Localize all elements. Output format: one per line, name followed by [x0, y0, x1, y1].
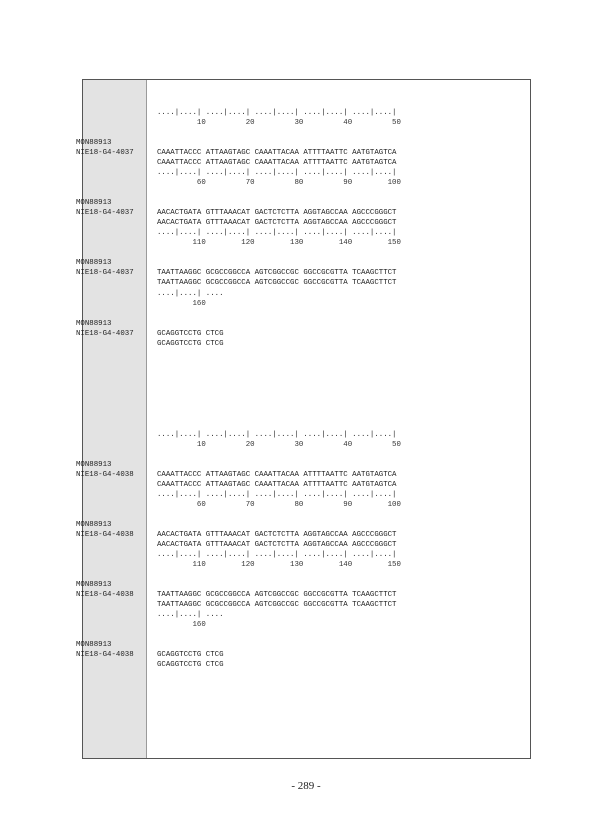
alignment-block	[0, 610, 224, 669]
sequence-data: GCAGGTCCTG CTCG	[157, 661, 224, 669]
position-numbers: 160	[157, 300, 206, 308]
sequence-data: AACACTGATA GTTTAAACAT GACTCTCTTA AGGTAGCCAA AGCCCGGGCT	[157, 219, 397, 227]
alignment-block	[0, 430, 401, 489]
position-numbers: 10 20 30 40 50	[157, 119, 401, 127]
sequence-name: MON88913	[76, 320, 112, 328]
alignment-block	[0, 228, 401, 287]
position-numbers: 10 20 30 40 50	[157, 441, 401, 449]
sequence-data: CAAATTACCC ATTAAGTAGC CAAATTACAA ATTTTAATTC AATGTAGTCA	[157, 159, 397, 167]
position-numbers: 160	[157, 621, 206, 629]
sequence-data: GCAGGTCCTG CTCG	[157, 651, 224, 659]
sequence-data: GCAGGTCCTG CTCG	[157, 340, 224, 348]
alignment-block	[0, 289, 224, 348]
sequence-data: TAATTAAGGC GCGCCGGCCA AGTCGGCCGC GGCCGCGTTA TCAAGCTTCT	[157, 591, 397, 599]
page-number: - 289 -	[291, 780, 321, 792]
sequence-data: CAAATTACCC ATTAAGTAGC CAAATTACAA ATTTTAATTC AATGTAGTCA	[157, 471, 397, 479]
sequence-name: MON88913	[76, 259, 112, 267]
sequence-data: GCAGGTCCTG CTCG	[157, 330, 224, 338]
sequence-name: MON88913	[76, 581, 112, 589]
sequence-name: NIE18-G4-4037	[76, 330, 134, 338]
sequence-data: AACACTGATA GTTTAAACAT GACTCTCTTA AGGTAGCCAA AGCCCGGGCT	[157, 541, 397, 549]
sequence-data: TAATTAAGGC GCGCCGGCCA AGTCGGCCGC GGCCGCGTTA TCAAGCTTCT	[157, 601, 397, 609]
position-ruler: ....|....| ....|....| ....|....| ....|....| ....|....|	[157, 551, 397, 559]
sequence-data: CAAATTACCC ATTAAGTAGC CAAATTACAA ATTTTAATTC AATGTAGTCA	[157, 481, 397, 489]
position-ruler: ....|....| ....|....| ....|....| ....|....| ....|....|	[157, 169, 397, 177]
sequence-name: MON88913	[76, 461, 112, 469]
position-ruler: ....|....| ....|....| ....|....| ....|....| ....|....|	[157, 109, 397, 117]
sequence-name: NIE18-G4-4038	[76, 591, 134, 599]
position-ruler: ....|....| ....|....| ....|....| ....|....| ....|....|	[157, 491, 397, 499]
sequence-data: CAAATTACCC ATTAAGTAGC CAAATTACAA ATTTTAATTC AATGTAGTCA	[157, 149, 397, 157]
sequence-data: TAATTAAGGC GCGCCGGCCA AGTCGGCCGC GGCCGCGTTA TCAAGCTTCT	[157, 269, 397, 277]
position-ruler: ....|....| ....|....| ....|....| ....|....| ....|....|	[157, 431, 397, 439]
sequence-data: AACACTGATA GTTTAAACAT GACTCTCTTA AGGTAGCCAA AGCCCGGGCT	[157, 531, 397, 539]
position-numbers: 110 120 130 140 150	[157, 239, 401, 247]
sequence-name: MON88913	[76, 139, 112, 147]
sequence-name: NIE18-G4-4038	[76, 651, 134, 659]
position-numbers: 110 120 130 140 150	[157, 561, 401, 569]
sequence-name: NIE18-G4-4037	[76, 209, 134, 217]
position-ruler: ....|....| ....|....| ....|....| ....|....| ....|....|	[157, 229, 397, 237]
sequence-data: TAATTAAGGC GCGCCGGCCA AGTCGGCCGC GGCCGCGTTA TCAAGCTTCT	[157, 279, 397, 287]
position-numbers: 60 70 80 90 100	[157, 501, 401, 509]
sequence-name: NIE18-G4-4037	[76, 149, 134, 157]
position-numbers: 60 70 80 90 100	[157, 179, 401, 187]
alignment-block	[0, 490, 401, 549]
sequence-name: NIE18-G4-4038	[76, 531, 134, 539]
sequence-name: MON88913	[76, 641, 112, 649]
position-ruler: ....|....| ....	[157, 611, 224, 619]
sequence-name: NIE18-G4-4038	[76, 471, 134, 479]
sequence-data: AACACTGATA GTTTAAACAT GACTCTCTTA AGGTAGCCAA AGCCCGGGCT	[157, 209, 397, 217]
sequence-name: MON88913	[76, 521, 112, 529]
alignment-block	[0, 550, 401, 609]
sequence-name: MON88913	[76, 199, 112, 207]
alignment-block	[0, 168, 401, 227]
alignment-block	[0, 108, 401, 167]
sequence-name: NIE18-G4-4037	[76, 269, 134, 277]
position-ruler: ....|....| ....	[157, 290, 224, 298]
